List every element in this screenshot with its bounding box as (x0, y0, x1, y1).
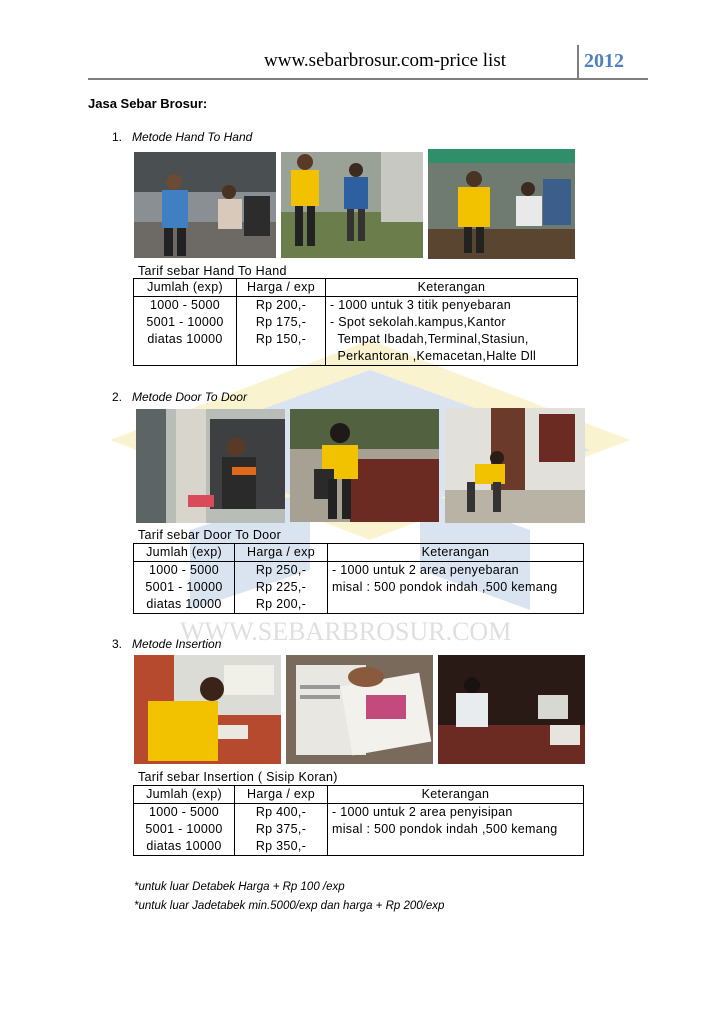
cell: Tempat Ibadah,Terminal,Stasiun, (330, 332, 529, 346)
tariff-title: Tarif sebar Hand To Hand (138, 264, 287, 278)
method-number: 3. (112, 637, 123, 651)
photo-door-to-door-2 (290, 409, 439, 522)
header-rule (88, 78, 648, 80)
cell: Rp 150,- (237, 331, 326, 348)
header-site: www.sebarbrosur.com-price list (264, 50, 507, 71)
method-2-heading (112, 390, 247, 404)
table-row (134, 838, 583, 855)
cell: 5001 - 10000 (145, 822, 223, 836)
photo-hand-to-hand-1 (134, 152, 276, 258)
cell (328, 596, 584, 613)
tariff-table-insertion (134, 786, 583, 855)
header-separator (577, 45, 579, 79)
table-header-row (134, 279, 577, 297)
photo-hand-to-hand-3 (428, 149, 575, 259)
table-row (134, 579, 583, 596)
tariff-table-hand-to-hand (134, 279, 577, 365)
cell: Rp 400,- (235, 804, 328, 822)
method-number: 2. (112, 390, 123, 404)
column-header: Jumlah (exp) (134, 544, 235, 562)
header-year: 2012 (584, 50, 624, 72)
cell: - 1000 untuk 2 area penyebaran (332, 563, 519, 577)
photo-hand-to-hand-2 (281, 152, 423, 258)
cell: - Spot sekolah.kampus,Kantor (330, 315, 506, 329)
table-row (134, 562, 583, 580)
tariff-title: Tarif sebar Door To Door (138, 528, 282, 542)
section-title: Jasa Sebar Brosur: (88, 96, 208, 111)
method-1-heading (112, 130, 252, 144)
cell: - 1000 untuk 3 titik penyebaran (330, 298, 511, 312)
photo-insertion-2 (286, 655, 433, 764)
tariff-table-door-to-door (134, 544, 583, 613)
method-number: 1. (112, 130, 123, 144)
footnote: *untuk luar Jadetabek min.5000/exp dan harga + Rp 200/exp (134, 900, 445, 912)
cell: Rp 350,- (235, 838, 328, 855)
cell: 5001 - 10000 (146, 315, 224, 329)
photo-insertion-3 (438, 655, 585, 764)
cell: diatas 10000 (146, 839, 222, 853)
table-header-row (134, 544, 583, 562)
column-header: Jumlah (exp) (134, 786, 235, 804)
cell: Rp 200,- (235, 596, 328, 613)
cell: diatas 10000 (147, 332, 223, 346)
footnote: *untuk luar Detabek Harga + Rp 100 /exp (134, 881, 345, 893)
cell (328, 838, 584, 855)
photo-insertion-1 (134, 655, 281, 764)
cell: - 1000 untuk 2 area penyisipan (332, 805, 513, 819)
column-header: Keterangan (328, 786, 584, 804)
table-row (134, 804, 583, 822)
cell: Rp 175,- (237, 314, 326, 331)
cell: 1000 - 5000 (149, 298, 221, 312)
table-row (134, 297, 577, 315)
cell: Rp 200,- (237, 297, 326, 315)
method-title: Metode Door To Door (132, 390, 247, 404)
table-row (134, 821, 583, 838)
watermark-text: WWW.SEBARBROSUR.COM (180, 617, 512, 646)
column-header: Keterangan (328, 544, 584, 562)
table-row (134, 314, 577, 331)
table-header-row (134, 786, 583, 804)
cell: misal : 500 pondok indah ,500 kemang (332, 580, 558, 594)
table-row (134, 348, 577, 365)
column-header: Harga / exp (237, 279, 326, 297)
footnotes (134, 878, 444, 916)
cell: diatas 10000 (146, 597, 222, 611)
column-header: Jumlah (exp) (134, 279, 237, 297)
cell: Rp 250,- (235, 562, 328, 580)
tariff-title: Tarif sebar Insertion ( Sisip Koran) (138, 770, 338, 784)
column-header: Keterangan (326, 279, 578, 297)
method-3-heading (112, 637, 221, 651)
cell: 1000 - 5000 (148, 805, 220, 819)
photo-door-to-door-3 (445, 408, 585, 523)
cell: 5001 - 10000 (145, 580, 223, 594)
table-row (134, 596, 583, 613)
column-header: Harga / exp (235, 786, 328, 804)
cell: misal : 500 pondok indah ,500 kemang (332, 822, 558, 836)
cell (237, 348, 326, 365)
column-header: Harga / exp (235, 544, 328, 562)
cell: Rp 375,- (235, 821, 328, 838)
cell (134, 348, 237, 365)
method-title: Metode Hand To Hand (132, 130, 253, 144)
cell: 1000 - 5000 (148, 563, 220, 577)
table-row (134, 331, 577, 348)
cell: Perkantoran ,Kemacetan,Halte Dll (330, 349, 537, 363)
cell: Rp 225,- (235, 579, 328, 596)
method-title: Metode Insertion (132, 637, 222, 651)
photo-door-to-door-1 (136, 409, 285, 523)
